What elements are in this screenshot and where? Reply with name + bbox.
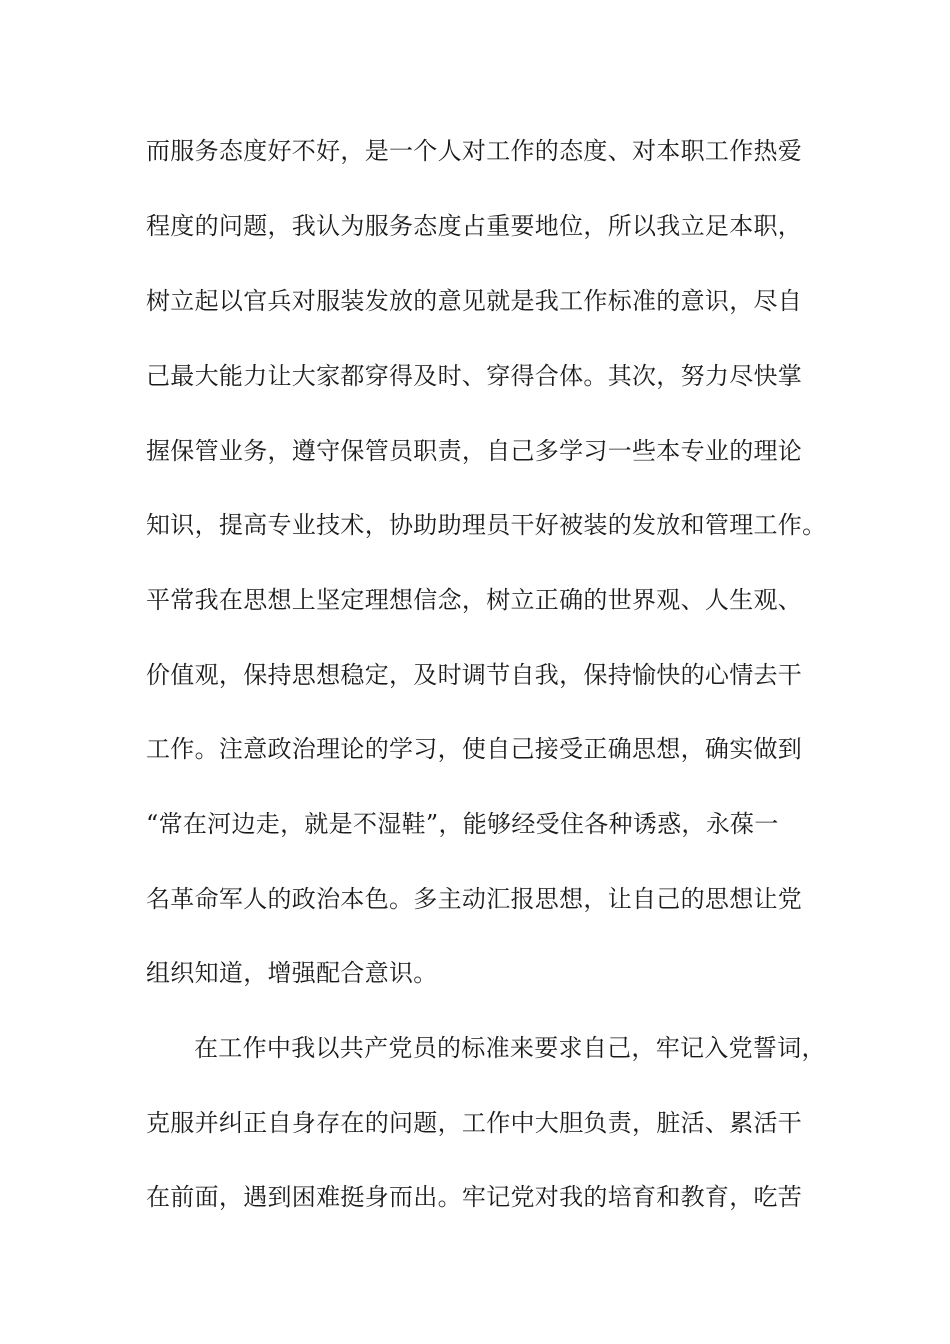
text-line: 握保管业务，遵守保管员职责，自己多学习一些本专业的理论	[146, 437, 803, 465]
text-line: 在前面，遇到困难挺身而出。牢记党对我的培育和教育，吃苦	[146, 1183, 803, 1211]
text-line-indented: 在工作中我以共产党员的标准来要求自己，牢记入党誓词，	[194, 1034, 826, 1062]
text-line: 组织知道，增强配合意识。	[146, 959, 438, 987]
text-line: 树立起以官兵对服装发放的意见就是我工作标准的意识，尽自	[146, 287, 803, 315]
text-line: 价值观，保持思想稳定，及时调节自我，保持愉快的心情去干	[146, 661, 803, 689]
text-line: 平常我在思想上坚定理想信念，树立正确的世界观、人生观、	[146, 586, 803, 614]
text-line: 克服并纠正自身存在的问题，工作中大胆负责，脏活、累活干	[146, 1109, 803, 1137]
text-line: 工作。注意政治理论的学习，使自己接受正确思想，确实做到	[146, 735, 803, 763]
text-line: 己最大能力让大家都穿得及时、穿得合体。其次，努力尽快掌	[146, 362, 803, 390]
text-line: 程度的问题，我认为服务态度占重要地位，所以我立足本职，	[146, 212, 803, 240]
text-line: 知识，提高专业技术，协助助理员干好被装的发放和管理工作。	[146, 511, 827, 539]
text-line: 名革命军人的政治本色。多主动汇报思想，让自己的思想让党	[146, 885, 803, 913]
text-line: “常在河边走，就是不湿鞋”，能够经受住各种诱惑，永葆一	[146, 810, 779, 838]
text-line: 而服务态度好不好，是一个人对工作的态度、对本职工作热爱	[146, 137, 803, 165]
